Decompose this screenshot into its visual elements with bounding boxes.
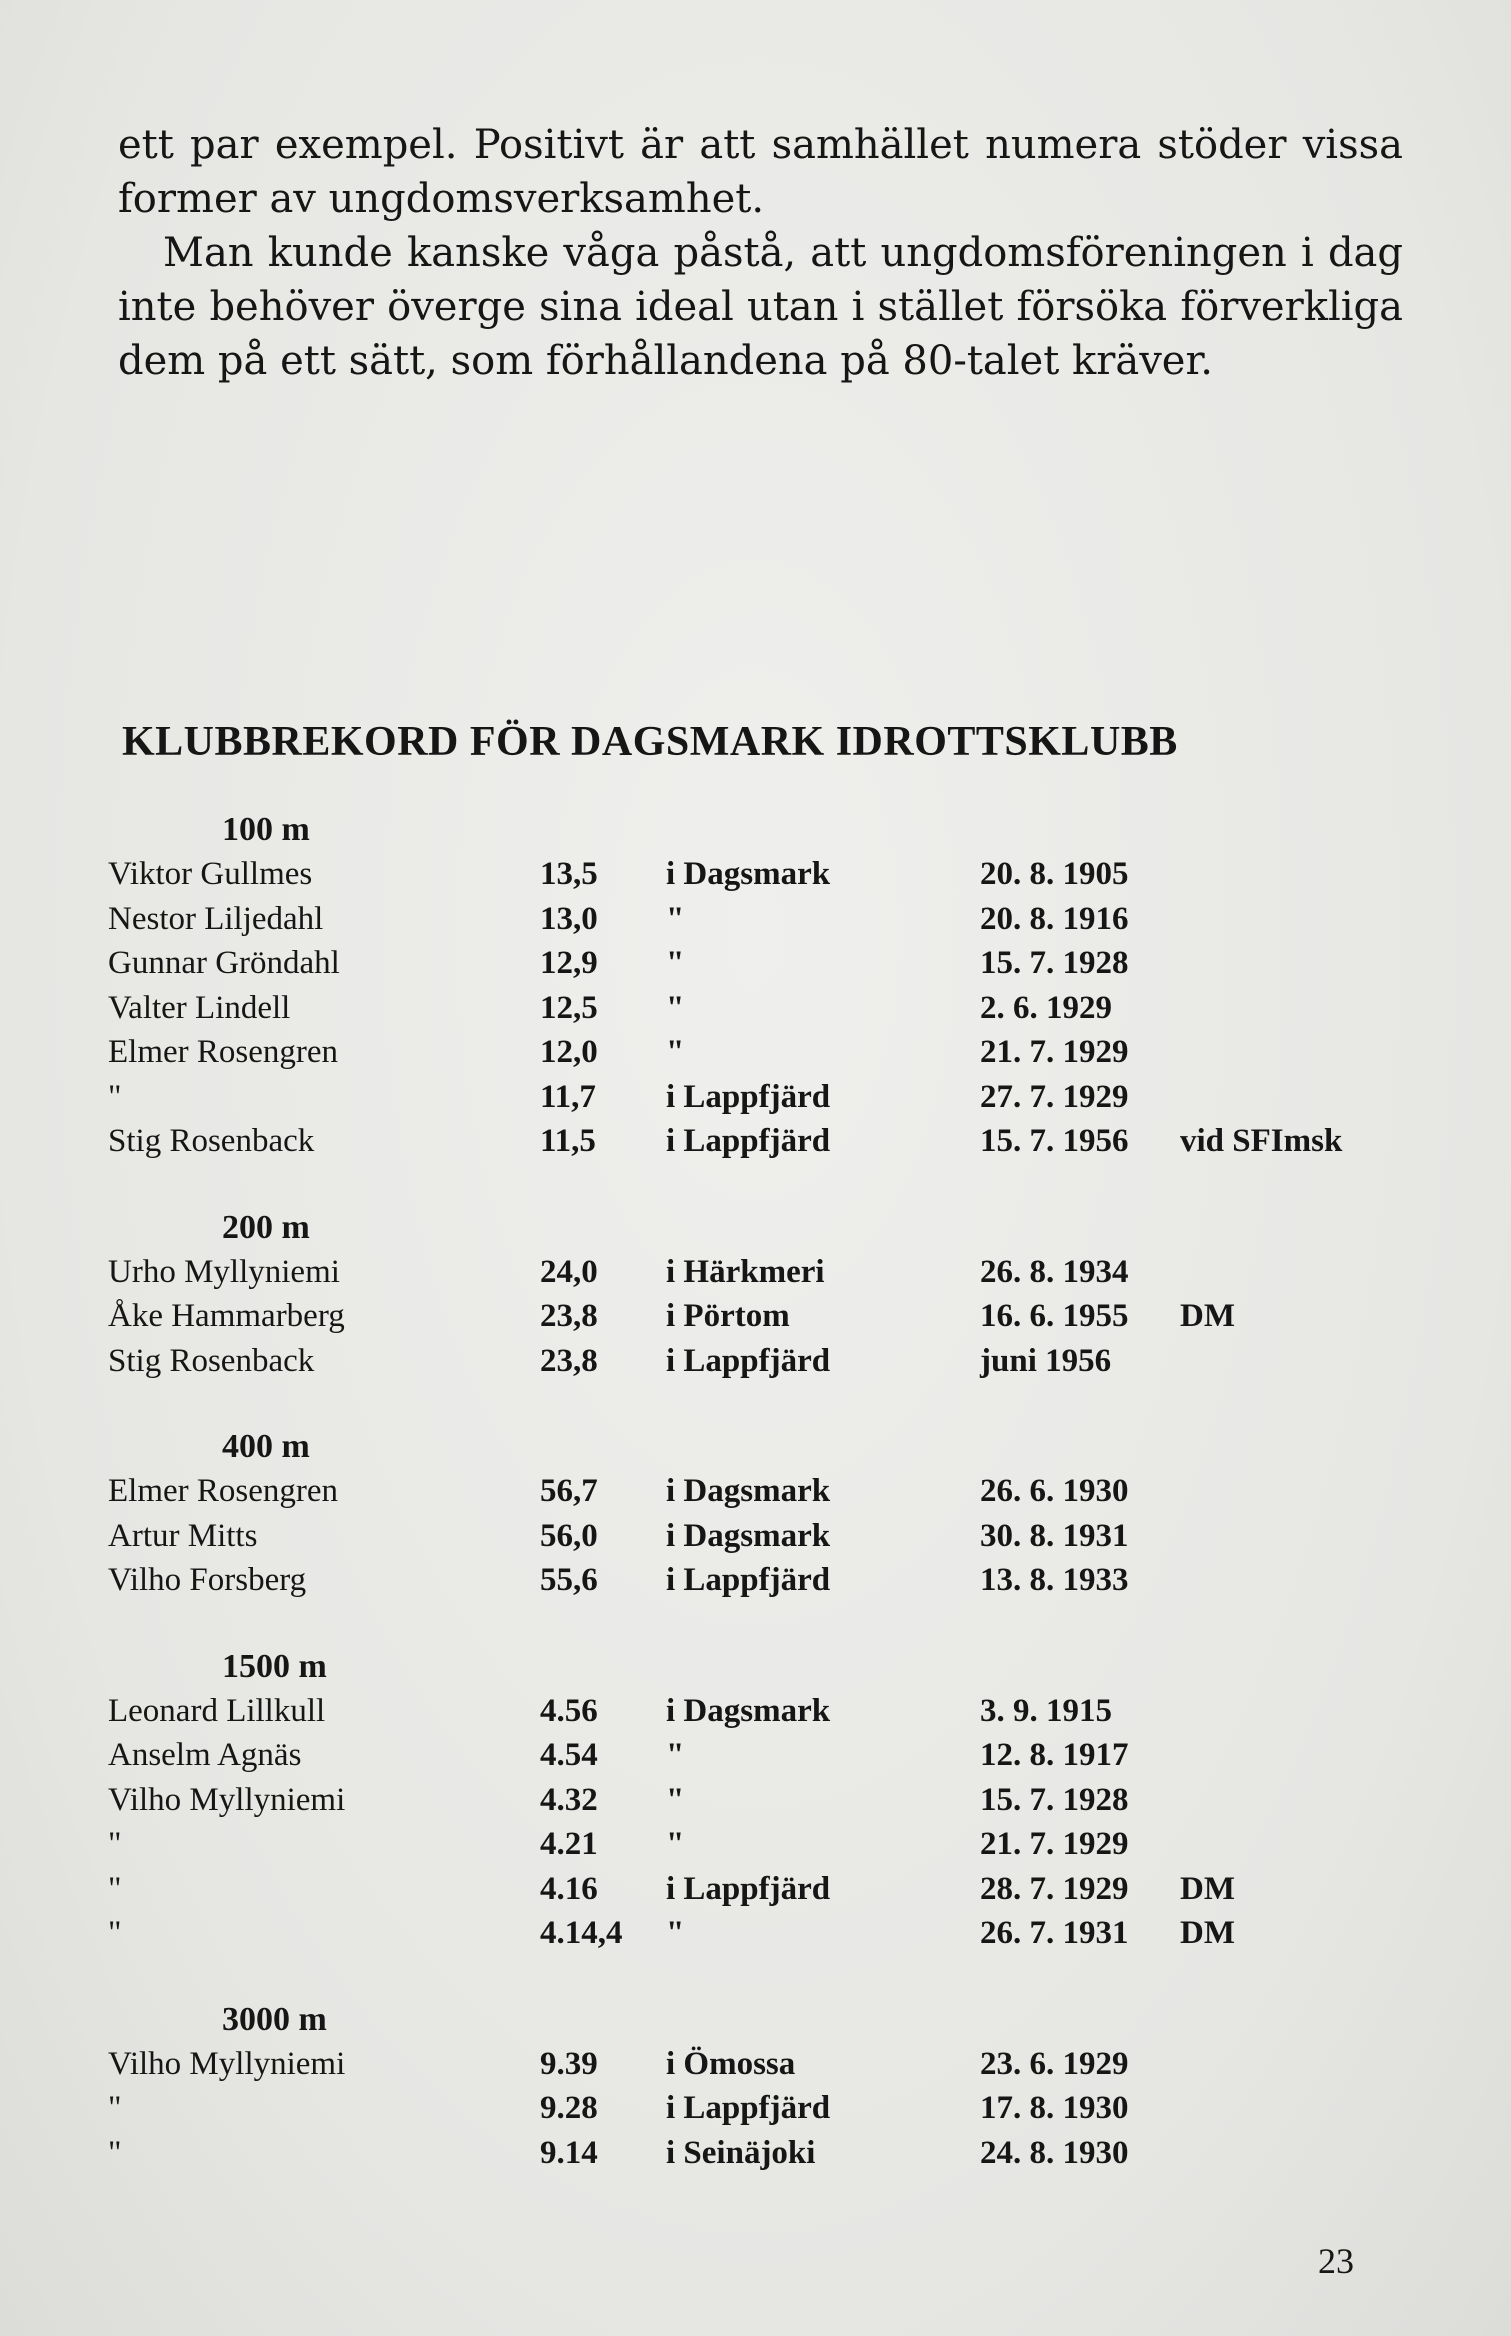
record-note: DM	[1180, 1298, 1235, 1334]
event-title: 400 m	[222, 1428, 310, 1465]
record-time: 9.39	[540, 2045, 598, 2082]
record-time: 9.28	[540, 2090, 598, 2126]
page-number: 23	[1318, 2241, 1354, 2281]
athlete-name: Gunnar Gröndahl	[108, 945, 340, 981]
athlete-name: Åke Hammarberg	[108, 1298, 345, 1334]
record-time: 13,0	[540, 900, 598, 937]
record-place: "	[666, 945, 685, 981]
record-row	[0, 1689, 1511, 1734]
record-time: 12,5	[540, 989, 598, 1026]
record-row	[0, 1514, 1511, 1559]
athlete-name: Artur Mitts	[108, 1517, 258, 1554]
record-place: "	[666, 1034, 685, 1070]
event-title: 3000 m	[222, 2000, 327, 2038]
record-date: 20. 8. 1905	[980, 856, 1129, 892]
record-date: 23. 6. 1929	[980, 2045, 1129, 2082]
record-date: 30. 8. 1931	[980, 1517, 1129, 1554]
record-time: 23,8	[540, 1342, 598, 1379]
record-place: i Dagsmark	[666, 856, 831, 892]
record-place: i Lappfjärd	[666, 2090, 831, 2126]
athlete-name: Viktor Gullmes	[108, 856, 313, 892]
records-list	[0, 808, 1511, 2217]
record-date: 28. 7. 1929	[980, 1870, 1129, 1907]
athlete-name: "	[108, 1915, 122, 1951]
record-note: DM	[1180, 1870, 1235, 1907]
record-place: i Dagsmark	[666, 1692, 831, 1729]
record-row	[0, 852, 1511, 897]
record-row	[0, 986, 1511, 1031]
record-time: 12,9	[540, 945, 598, 981]
athlete-name: Urho Myllyniemi	[108, 1253, 340, 1290]
record-place: i Ömossa	[666, 2045, 796, 2082]
record-time: 4.21	[540, 1826, 598, 1862]
record-time: 4.56	[540, 1692, 598, 1729]
record-time: 11,7	[540, 1078, 596, 1115]
record-row	[0, 1119, 1511, 1164]
athlete-name: "	[108, 1826, 122, 1862]
record-row	[0, 1339, 1511, 1384]
record-date: 3. 9. 1915	[980, 1692, 1112, 1729]
record-place: i Härkmeri	[666, 1253, 825, 1290]
record-place: i Lappfjärd	[666, 1123, 831, 1159]
record-row	[0, 1558, 1511, 1603]
athlete-name: Nestor Liljedahl	[108, 900, 324, 937]
record-place: i Lappfjärd	[666, 1562, 831, 1598]
record-row	[0, 1822, 1511, 1867]
event-title: 200 m	[222, 1208, 310, 1246]
intro-paragraph-2: Man kunde kanske våga påstå, att ungdomsföreningen i dag inte behöver överge sina ideal utan i stället försöka förverkliga dem på ett sätt, som förhållandena på 80-talet kräver.	[118, 230, 1403, 384]
event-section	[0, 808, 1511, 1164]
record-row	[0, 1778, 1511, 1823]
record-time: 12,0	[540, 1034, 598, 1070]
record-row	[0, 1733, 1511, 1778]
record-date: 12. 8. 1917	[980, 1737, 1129, 1773]
record-row	[0, 1030, 1511, 1075]
record-date: 2. 6. 1929	[980, 989, 1112, 1026]
record-row	[0, 897, 1511, 942]
record-place: "	[666, 1826, 685, 1862]
record-row	[0, 1250, 1511, 1295]
record-place: i Lappfjärd	[666, 1342, 831, 1379]
record-date: 15. 7. 1928	[980, 945, 1129, 981]
records-heading: KLUBBREKORD FÖR DAGSMARK IDROTTSKLUBB	[122, 719, 1178, 765]
record-place: i Lappfjärd	[666, 1078, 831, 1115]
record-note: vid SFImsk	[1180, 1123, 1343, 1159]
record-time: 56,0	[540, 1517, 598, 1554]
record-row	[0, 1911, 1511, 1956]
record-place: "	[666, 1737, 685, 1773]
event-title: 1500 m	[222, 1647, 327, 1685]
record-date: 15. 7. 1956	[980, 1123, 1129, 1159]
record-time: 56,7	[540, 1473, 598, 1509]
record-row	[0, 1075, 1511, 1120]
record-place: "	[666, 1781, 685, 1818]
record-time: 4.14,4	[540, 1915, 623, 1951]
athlete-name: Elmer Rosengren	[108, 1473, 339, 1509]
athlete-name: Anselm Agnäs	[108, 1737, 302, 1773]
athlete-name: Valter Lindell	[108, 989, 291, 1026]
event-section	[0, 1425, 1511, 1603]
event-section	[0, 1645, 1511, 1956]
record-date: 24. 8. 1930	[980, 2134, 1129, 2171]
record-row	[0, 1469, 1511, 1514]
record-place: i Pörtom	[666, 1298, 790, 1334]
athlete-name: "	[108, 2090, 122, 2126]
intro-paragraph-1: ett par exempel. Positivt är att samhället numera stöder vissa former av ungdomsverksamhet.	[118, 122, 1403, 222]
event-section	[0, 1998, 1511, 2176]
record-date: 26. 6. 1930	[980, 1473, 1129, 1509]
athlete-name: Vilho Myllyniemi	[108, 1781, 346, 1818]
athlete-name: Leonard Lillkull	[108, 1692, 326, 1729]
athlete-name: Elmer Rosengren	[108, 1034, 339, 1070]
athlete-name: "	[108, 2134, 122, 2171]
record-date: 21. 7. 1929	[980, 1034, 1129, 1070]
record-row	[0, 941, 1511, 986]
record-place: i Dagsmark	[666, 1517, 831, 1554]
record-time: 23,8	[540, 1298, 598, 1334]
record-date: 16. 6. 1955	[980, 1298, 1129, 1334]
record-date: 15. 7. 1928	[980, 1781, 1129, 1818]
record-date: 27. 7. 1929	[980, 1078, 1129, 1115]
record-time: 4.32	[540, 1781, 598, 1818]
record-time: 4.54	[540, 1737, 598, 1773]
record-row	[0, 1294, 1511, 1339]
record-row	[0, 2131, 1511, 2176]
athlete-name: Stig Rosenback	[108, 1342, 315, 1379]
record-date: juni 1956	[980, 1342, 1112, 1379]
record-date: 13. 8. 1933	[980, 1562, 1129, 1598]
athlete-name: Vilho Forsberg	[108, 1562, 307, 1598]
record-time: 4.16	[540, 1870, 598, 1907]
intro-text	[118, 118, 1403, 388]
record-row	[0, 2042, 1511, 2087]
record-place: i Lappfjärd	[666, 1870, 831, 1907]
athlete-name: "	[108, 1078, 122, 1115]
record-time: 9.14	[540, 2134, 598, 2171]
record-time: 24,0	[540, 1253, 598, 1290]
record-place: i Seinäjoki	[666, 2134, 816, 2171]
record-time: 11,5	[540, 1123, 596, 1159]
record-row	[0, 1867, 1511, 1912]
record-date: 26. 8. 1934	[980, 1253, 1129, 1290]
record-place: "	[666, 1915, 685, 1951]
record-row	[0, 2086, 1511, 2131]
athlete-name: Stig Rosenback	[108, 1123, 315, 1159]
record-time: 13,5	[540, 856, 598, 892]
record-date: 21. 7. 1929	[980, 1826, 1129, 1862]
event-section	[0, 1206, 1511, 1384]
event-title: 100 m	[222, 811, 310, 848]
record-place: i Dagsmark	[666, 1473, 831, 1509]
record-date: 17. 8. 1930	[980, 2090, 1129, 2126]
athlete-name: "	[108, 1870, 122, 1907]
record-place: "	[666, 989, 685, 1026]
athlete-name: Vilho Myllyniemi	[108, 2045, 346, 2082]
record-date: 20. 8. 1916	[980, 900, 1129, 937]
record-note: DM	[1180, 1915, 1235, 1951]
record-place: "	[666, 900, 685, 937]
record-time: 55,6	[540, 1562, 598, 1598]
record-date: 26. 7. 1931	[980, 1915, 1129, 1951]
